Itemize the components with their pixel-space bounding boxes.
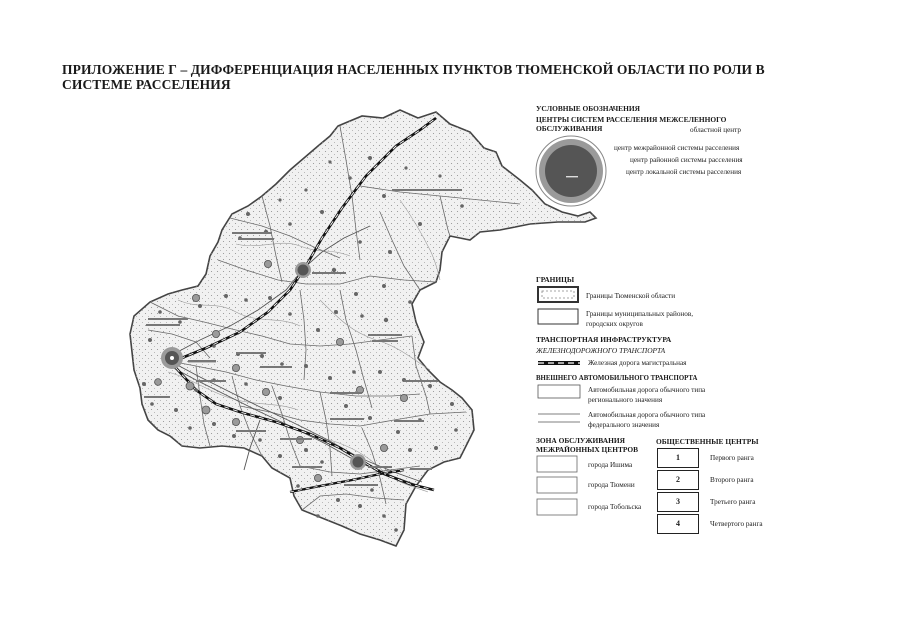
rank-label-2: Второго ранга <box>710 476 754 484</box>
legend-center-symbol <box>536 136 606 206</box>
rank-label-3: Третьего ранга <box>710 498 756 506</box>
legend-center-regional: областной центр <box>690 126 741 134</box>
legend-transport-lines <box>538 363 580 422</box>
map-title: ПРИЛОЖЕНИЕ Г – ДИФФЕРЕНЦИАЦИЯ НАСЕЛЕННЫХ ПУНКТОВ ТЮМЕНСКОЙ ОБЛАСТИ ПО РОЛИ В СИСТЕМЕ РАССЕЛЕНИЯ <box>62 62 765 92</box>
legend-public-heading: ОБЩЕСТВЕННЫЕ ЦЕНТРЫ <box>656 437 759 446</box>
legend-road-heading: ВНЕШНЕГО АВТОМОБИЛЬНОГО ТРАНСПОРТА <box>536 375 698 382</box>
legend-zone-tyumen: города Тюмени <box>588 481 635 489</box>
legend-rail-heading: ЖЕЛЕЗНОДОРОЖНОГО ТРАНСПОРТА <box>536 346 666 355</box>
legend-zone-tobolsk: города Тобольска <box>588 503 642 511</box>
rank-box-1: 1 <box>657 448 699 468</box>
rank-label-1: Первого ранга <box>710 454 754 462</box>
legend-zone-swatches <box>537 456 577 515</box>
legend-boundaries-heading: ГРАНИЦЫ <box>536 275 575 284</box>
rank-box-3: 3 <box>657 492 699 512</box>
legend-road-federal: Автомобильная дорога обычного типа федерального значения <box>588 411 706 429</box>
legend-boundary-swatches <box>538 287 578 324</box>
rank-box-2: 2 <box>657 470 699 490</box>
legend-transport-heading: ТРАНСПОРТНАЯ ИНФРАСТРУКТУРА <box>536 335 672 344</box>
legend-centers-heading: ЦЕНТРЫ СИСТЕМ РАССЕЛЕНИЯ МЕЖСЕЛЕННОГО ОБСЛУЖИВАНИЯ <box>536 115 727 133</box>
legend-boundary-region: Границы Тюменской области <box>586 292 676 300</box>
legend-center-district: центр районной системы расселения <box>630 156 743 164</box>
legend-heading: УСЛОВНЫЕ ОБОЗНАЧЕНИЯ <box>536 104 640 113</box>
legend-zone-ishim: города Ишима <box>588 461 633 469</box>
legend-rail: Железная дорога магистральная <box>588 359 687 367</box>
legend-zones-heading: ЗОНА ОБСЛУЖИВАНИЯ МЕЖРАЙОННЫХ ЦЕНТРОВ <box>536 436 639 454</box>
legend-boundary-municipal: Границы муниципальных районов, городских округов <box>586 310 694 328</box>
rank-box-4: 4 <box>657 514 699 534</box>
rank-label-4: Четвертого ранга <box>710 520 763 528</box>
legend-road-regional: Автомобильная дорога обычного типа регионального значения <box>588 386 706 404</box>
legend-center-local: центр локальной системы расселения <box>626 168 742 176</box>
legend-center-interregional: центр межрайонной системы расселения <box>614 144 740 152</box>
